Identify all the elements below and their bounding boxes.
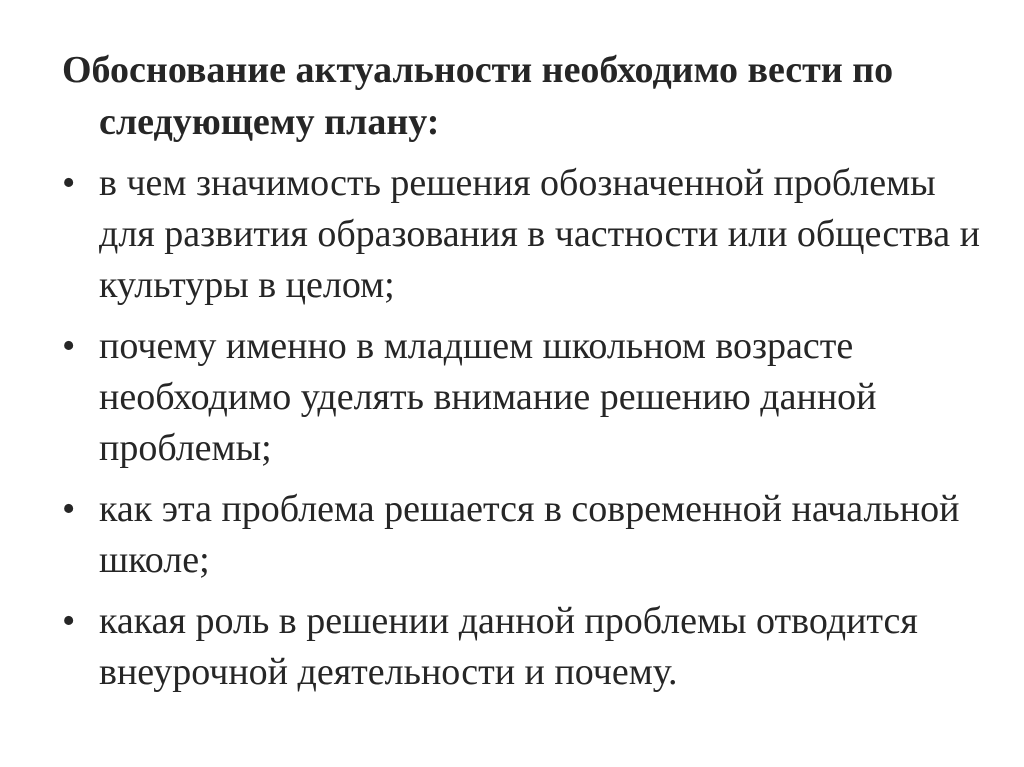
list-item xyxy=(62,158,982,311)
bullet-icon: • xyxy=(62,600,76,642)
bullet-list xyxy=(62,158,982,698)
list-item-text: какая роль в решении данной проблемы отводится внеурочной деятельности и почему. xyxy=(99,600,918,693)
list-item xyxy=(62,321,982,474)
bullet-icon: • xyxy=(62,162,76,204)
bullet-icon: • xyxy=(62,488,76,530)
list-item-text: в чем значимость решения обозначенной проблемы для развития образования в частности или общества и культуры в целом; xyxy=(99,162,980,306)
list-item xyxy=(62,596,982,698)
list-item-text: как эта проблема решается в современной начальной школе; xyxy=(99,488,960,581)
list-item xyxy=(62,484,982,586)
slide-heading: Обоснование актуальности необходимо вести по следующему плану: xyxy=(62,49,894,143)
bullet-icon: • xyxy=(62,325,76,367)
list-item-text: почему именно в младшем школьном возрасте необходимо уделять внимание решению данной проблемы; xyxy=(99,325,877,469)
slide-content xyxy=(62,44,982,708)
